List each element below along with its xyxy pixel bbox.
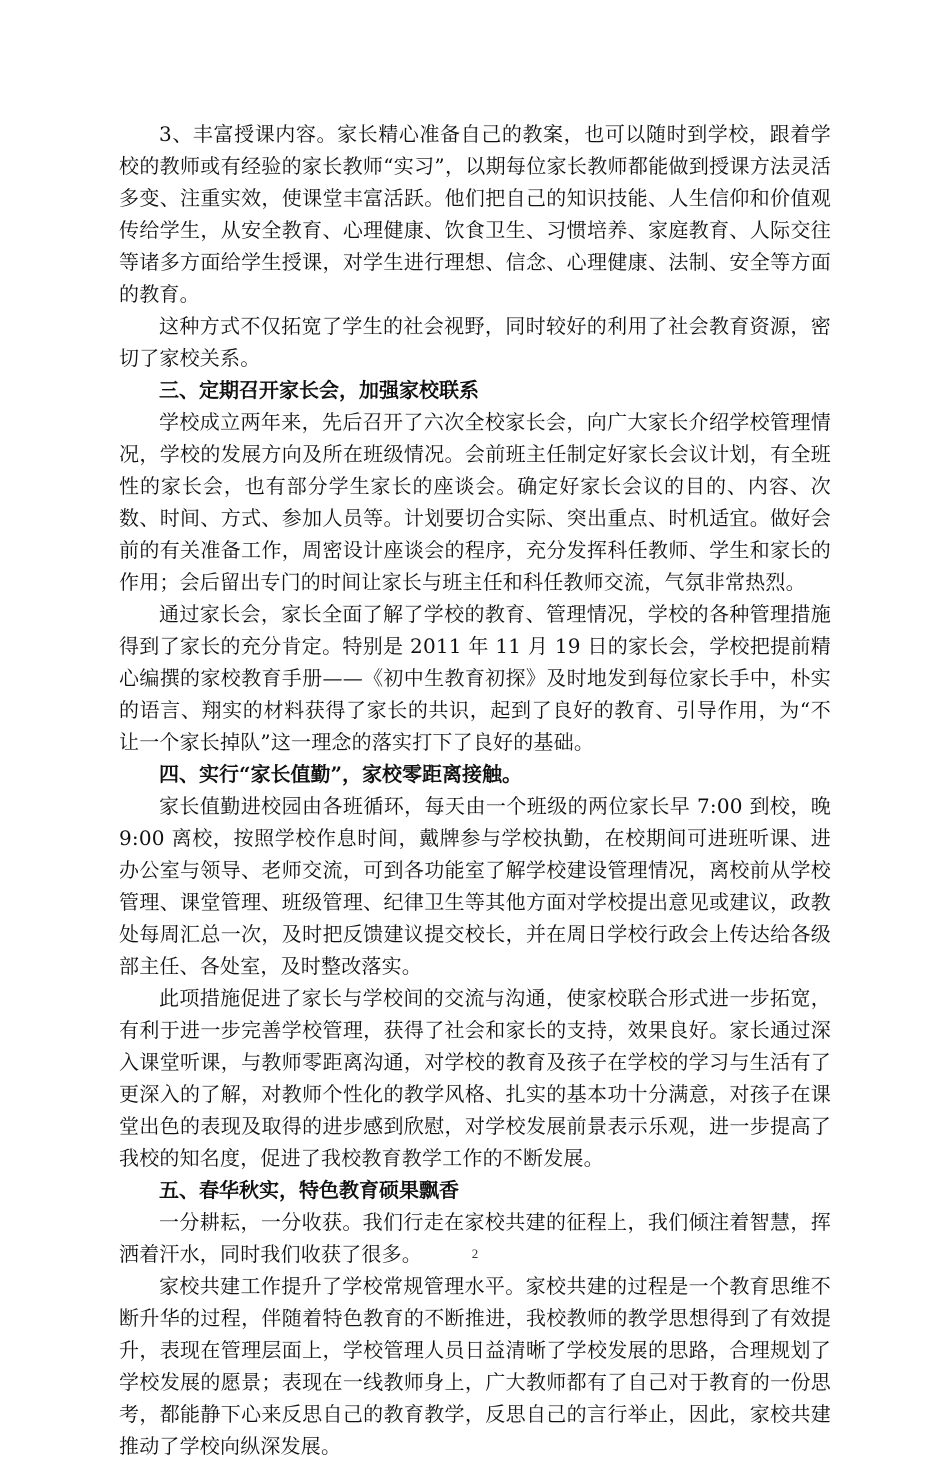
paragraph-harvest: 一分耕耘，一分收获。我们行走在家校共建的征程上，我们倾注着智慧，挥洒着汗水，同时我们收获了很多。 — [119, 1210, 831, 1266]
paragraph-management-level: 家校共建工作提升了学校常规管理水平。家校共建的过程是一个教育思维不断升华的过程，伴随着特色教育的不断推进，我校教师的教学思想得到了有效提升，表现在管理层面上，学校管理人员日益清晰了学校发展的思路，合理规划了学校发展的愿景；表现在一线教师身上，广大教师都有了自己对于教育的一份思考，都能静下心来反思自己的教育教学，反思自己的言行举止，因此，家校共建推动了学校向纵深发展。 — [119, 1274, 831, 1458]
heading-section-3: 三、定期召开家长会，加强家校联系 — [159, 378, 479, 402]
paragraph-parent-meetings: 学校成立两年来，先后召开了六次全校家长会，向广大家长介绍学校管理情况，学校的发展方向及所在班级情况。会前班主任制定好家长会议计划，有全班性的家长会，也有部分学生家长的座谈会。确定好家长会议的目的、内容、次数、时间、方式、参加人员等。计划要切合实际、突出重点、时机适宜。做好会前的有关准备工作，周密设计座谈会的程序，充分发挥科任教师、学生和家长的作用；会后留出专门的时间让家长与班主任和科任教师交流，气氛非常热烈。 — [119, 410, 831, 594]
page-number: 2 — [471, 1246, 479, 1261]
paragraph-parent-duty: 家长值勤进校园由各班循环，每天由一个班级的两位家长早 7:00 到校，晚 9:00 离校，按照学校作息时间，戴牌参与学校执勤，在校期间可进班听课、进办公室与领导、老师交流，可到各功能室了解学校建设管理情况，离校前从学校管理、课堂管理、班级管理、纪律卫生等其他方面对学校提出意见或建议，政教处每周汇总一次，及时把反馈建议提交校长，并在周日学校行政会上传达给各级部主任、各处室，及时整改落实。 — [119, 794, 831, 978]
paragraph-social-vision: 这种方式不仅拓宽了学生的社会视野，同时较好的利用了社会教育资源，密切了家校关系。 — [119, 314, 831, 370]
heading-section-5: 五、春华秋实，特色教育硕果飘香 — [159, 1178, 459, 1202]
paragraph-meeting-results: 通过家长会，家长全面了解了学校的教育、管理情况，学校的各种管理措施得到了家长的充分肯定。特别是 2011 年 11 月 19 日的家长会，学校把提前精心编撰的家校教育手册——《初中生教育初探》及时地发到每位家长手中，朴实的语言、翔实的材料获得了家长的共识，起到了良好的教育、引导作用，为“不让一个家长掉队”这一理念的落实打下了良好的基础。 — [119, 602, 831, 754]
heading-section-4: 四、实行“家长值勤”，家校零距离接触。 — [159, 762, 523, 786]
paragraph-duty-effects: 此项措施促进了家长与学校间的交流与沟通，使家校联合形式进一步拓宽，有利于进一步完善学校管理，获得了社会和家长的支持，效果良好。家长通过深入课堂听课，与教师零距离沟通，对学校的教育及孩子在学校的学习与生活有了更深入的了解，对教师个性化的教学风格、扎实的基本功十分满意，对孩子在课堂出色的表现及取得的进步感到欣慰，对学校发展前景表示乐观，进一步提高了我校的知名度，促进了我校教育教学工作的不断发展。 — [119, 986, 831, 1170]
paragraph-teaching-content: 3、丰富授课内容。家长精心准备自己的教案，也可以随时到学校，跟着学校的教师或有经验的家长教师“实习”，以期每位家长教师都能做到授课方法灵活多变、注重实效，使课堂丰富活跃。他们把自己的知识技能、人生信仰和价值观传给学生，从安全教育、心理健康、饮食卫生、习惯培养、家庭教育、人际交往等诸多方面给学生授课，对学生进行理想、信念、心理健康、法制、安全等方面的教育。 — [119, 122, 831, 306]
